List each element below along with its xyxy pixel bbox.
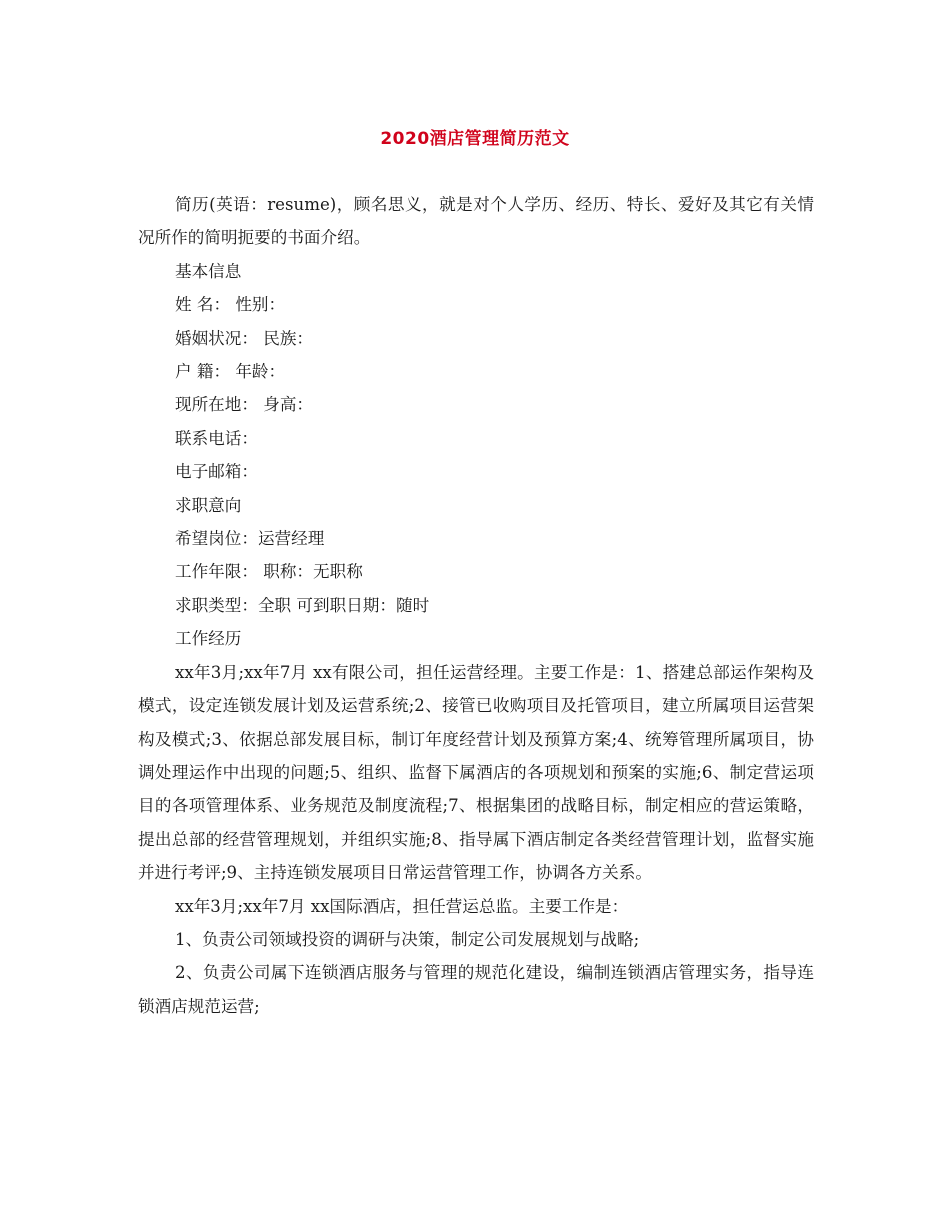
- duty-item-1: 1、负责公司领域投资的调研与决策，制定公司发展规划与战略;: [175, 929, 640, 949]
- section-heading-experience: 工作经历: [175, 629, 242, 649]
- experience-paragraph-2: xx年3月;xx年7月 xx国际酒店，担任营运总监。主要工作是：: [175, 896, 629, 916]
- field-years-title: 工作年限： 职称：无职称: [175, 562, 363, 582]
- experience-paragraph-1: xx年3月;xx年7月 xx有限公司，担任运营经理。主要工作是：1、搭建总部运作架构及模式，设定连锁发展计划及运营系统;2、接管已收购项目及托管项目，建立所属项目运营架构及模式;3、依据总部发展目标，制订年度经营计划及预算方案;4、统筹管理所属项目，协调处理运作中出现的问题;5、组织、监督下属酒店的各项规划和预案的实施;6、制定营运项目的各项管理体系、业务规范及制度流程;7、根据集团的战略目标，制定相应的营运策略，提出总部的经营管理规划，并组织实施;8、指导属下酒店制定各类经营管理计划，监督实施并进行考评;9、主持连锁发展项目日常运营管理工作，协调各方关系。: [138, 662, 814, 883]
- document-body: [138, 188, 814, 1023]
- duty-item-2: 2、负责公司属下连锁酒店服务与管理的规范化建设，编制连锁酒店管理实务，指导连锁酒店规范运营;: [138, 963, 814, 1016]
- intro-paragraph: 简历(英语：resume)，顾名思义，就是对个人学历、经历、特长、爱好及其它有关情况所作的简明扼要的书面介绍。: [138, 195, 814, 248]
- field-desired-position: 希望岗位：运营经理: [175, 529, 325, 549]
- field-email: 电子邮箱：: [175, 462, 258, 482]
- field-location-height: 现所在地： 身高：: [175, 395, 314, 415]
- field-phone: 联系电话：: [175, 428, 258, 448]
- field-job-type-start: 求职类型：全职 可到职日期：随时: [175, 595, 430, 615]
- document-title: 2020酒店管理简历范文: [380, 129, 570, 149]
- field-marital-ethnicity: 婚姻状况： 民族：: [175, 328, 314, 348]
- field-name-gender: 姓 名： 性别：: [175, 295, 286, 315]
- section-heading-basic-info: 基本信息: [175, 261, 242, 281]
- section-heading-job-intent: 求职意向: [175, 495, 242, 515]
- field-hukou-age: 户 籍： 年龄：: [175, 362, 286, 382]
